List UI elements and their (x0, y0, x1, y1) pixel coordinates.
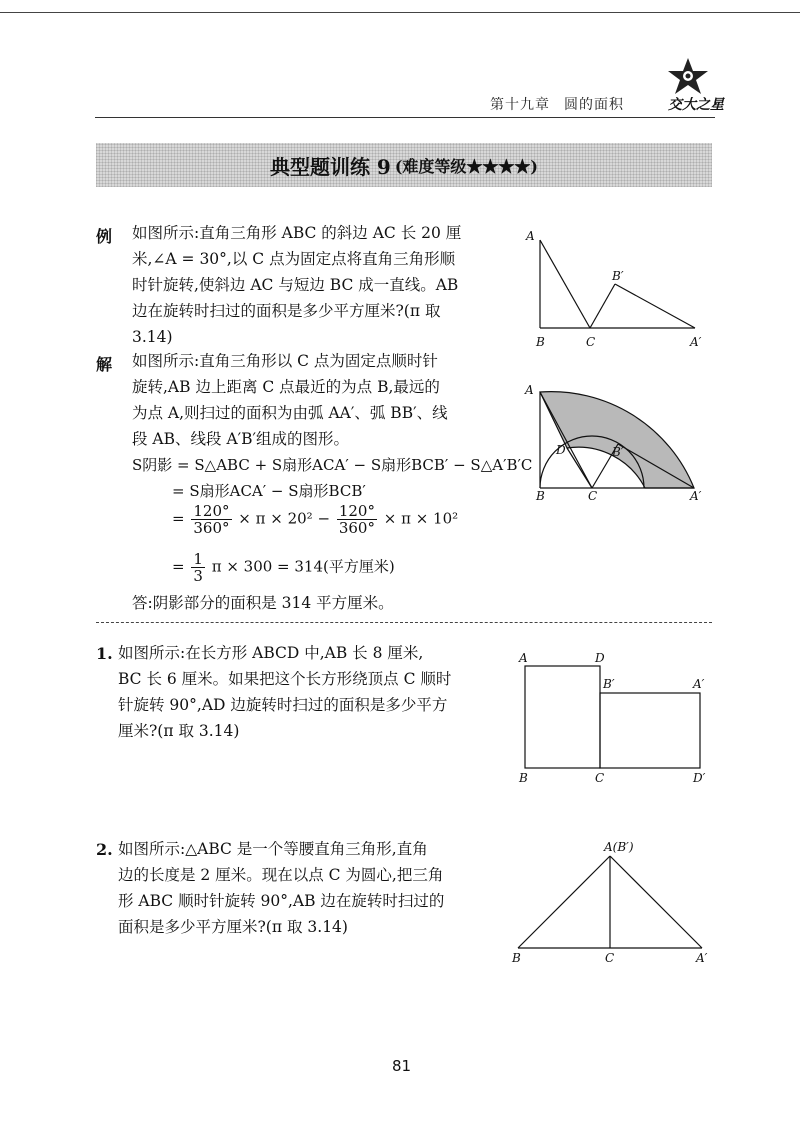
chapter-title: 圆的面积 (564, 97, 624, 113)
fraction: $\frac{120^\circ}{360^\circ}$ (338, 502, 375, 537)
fraction: $\frac{1}{3}$ (193, 550, 203, 585)
label-a: A (526, 229, 535, 243)
label-c: C (588, 489, 598, 503)
label-c: C (586, 335, 596, 349)
page-number: 81 (392, 1057, 412, 1075)
label-a-prime: A′ (690, 335, 702, 349)
solution-line: 为点 A,则扫过的面积为由弧 AA′、弧 BB′、线 (132, 404, 448, 422)
label-c: C (595, 771, 605, 785)
solution-answer: 答:阴影部分的面积是 314 平方厘米。 (132, 594, 394, 612)
label-a-b-prime: A(B′) (604, 840, 634, 854)
star-logo-icon (666, 56, 710, 96)
label-b: B (536, 335, 545, 349)
label-d: D (556, 443, 566, 457)
chapter-number: 第十九章 (490, 97, 550, 113)
example-line: 3.14) (132, 328, 173, 346)
problem-1-text: 如图所示:在长方形 ABCD 中,AB 长 8 厘米, BC 长 6 厘米。如果把这个长方形绕顶点 C 顺时 针旋转 90°,AD 边旋转时扫过的面积是多少平方 厘米?(π 取 3.14) (118, 644, 452, 740)
figure-problem-1 (515, 648, 715, 788)
solution-label: 解 (96, 355, 113, 374)
label-b: B (512, 951, 521, 965)
example-label: 例 (96, 227, 113, 246)
example-line: 米,∠A = 30°,以 C 点为固定点将直角三角形顺 (132, 250, 456, 268)
label-c: C (605, 951, 615, 965)
example-text (132, 220, 512, 350)
label-b-prime: B′ (603, 677, 615, 691)
label-b-prime: B′ (612, 445, 624, 459)
top-rule (0, 12, 800, 13)
example-line: 时针旋转,使斜边 AC 与短边 BC 成一直线。AB (132, 276, 459, 294)
equation-1: S阴影 = S△ABC + S扇形ACA′ − S扇形BCB′ − S△A′B′C (132, 456, 533, 474)
solution-line: 如图所示:直角三角形以 C 点为固定点顺时针 (132, 352, 438, 370)
figure-problem-2 (510, 838, 720, 970)
label-a: A (525, 383, 534, 397)
equation-4: = $\frac{1}{3}$ π × 300 = 314(平方厘米) (172, 550, 395, 585)
chapter-heading (490, 94, 638, 114)
example-line: 如图所示:直角三角形 ABC 的斜边 AC 长 20 厘 (132, 224, 462, 242)
header-rule (95, 117, 715, 118)
label-d-prime: D′ (693, 771, 706, 785)
label-d: D (595, 651, 605, 665)
label-a-prime: A′ (693, 677, 705, 691)
figure-example-shaded (520, 374, 720, 506)
fraction: $\frac{120^\circ}{360^\circ}$ (193, 502, 230, 537)
banner-title: 典型题训练 9 (269, 154, 391, 179)
label-b: B (536, 489, 545, 503)
equation-3: = $\frac{120^\circ}{360^\circ}$ × π × 20² − $\frac{120^\circ}{360^\circ}$ × π × 10² (172, 502, 459, 537)
solution-line: 旋转,AB 边上距离 C 点最近的为点 B,最远的 (132, 378, 440, 396)
label-b: B (519, 771, 528, 785)
label-a-prime: A′ (696, 951, 708, 965)
banner-difficulty: (难度等级★★★★) (394, 156, 539, 176)
figure-example-triangles (520, 228, 720, 352)
label-a: A (519, 651, 528, 665)
problem-2-text: 如图所示:△ABC 是一个等腰直角三角形,直角 边的长度是 2 厘米。现在以点 C 为圆心,把三角 形 ABC 顺时针旋转 90°,AB 边在旋转时扫过的 面积是多少平方厘米?(π 取 3.14) (118, 840, 445, 936)
label-a-prime: A′ (690, 489, 702, 503)
example-line: 边在旋转时扫过的面积是多少平方厘米?(π 取 (132, 302, 441, 320)
shaded-region (540, 392, 694, 488)
section-divider (96, 622, 712, 623)
equation-2: = S扇形ACA′ − S扇形BCB′ (172, 482, 366, 500)
problem-1-label: 1. (96, 644, 113, 663)
label-b-prime: B′ (612, 269, 624, 283)
solution-line: 段 AB、线段 A′B′组成的图形。 (132, 430, 350, 448)
problem-2-label: 2. (96, 840, 113, 859)
solution-text (132, 348, 512, 452)
section-banner (96, 143, 712, 187)
logo-text: 交大之星 (668, 97, 724, 113)
